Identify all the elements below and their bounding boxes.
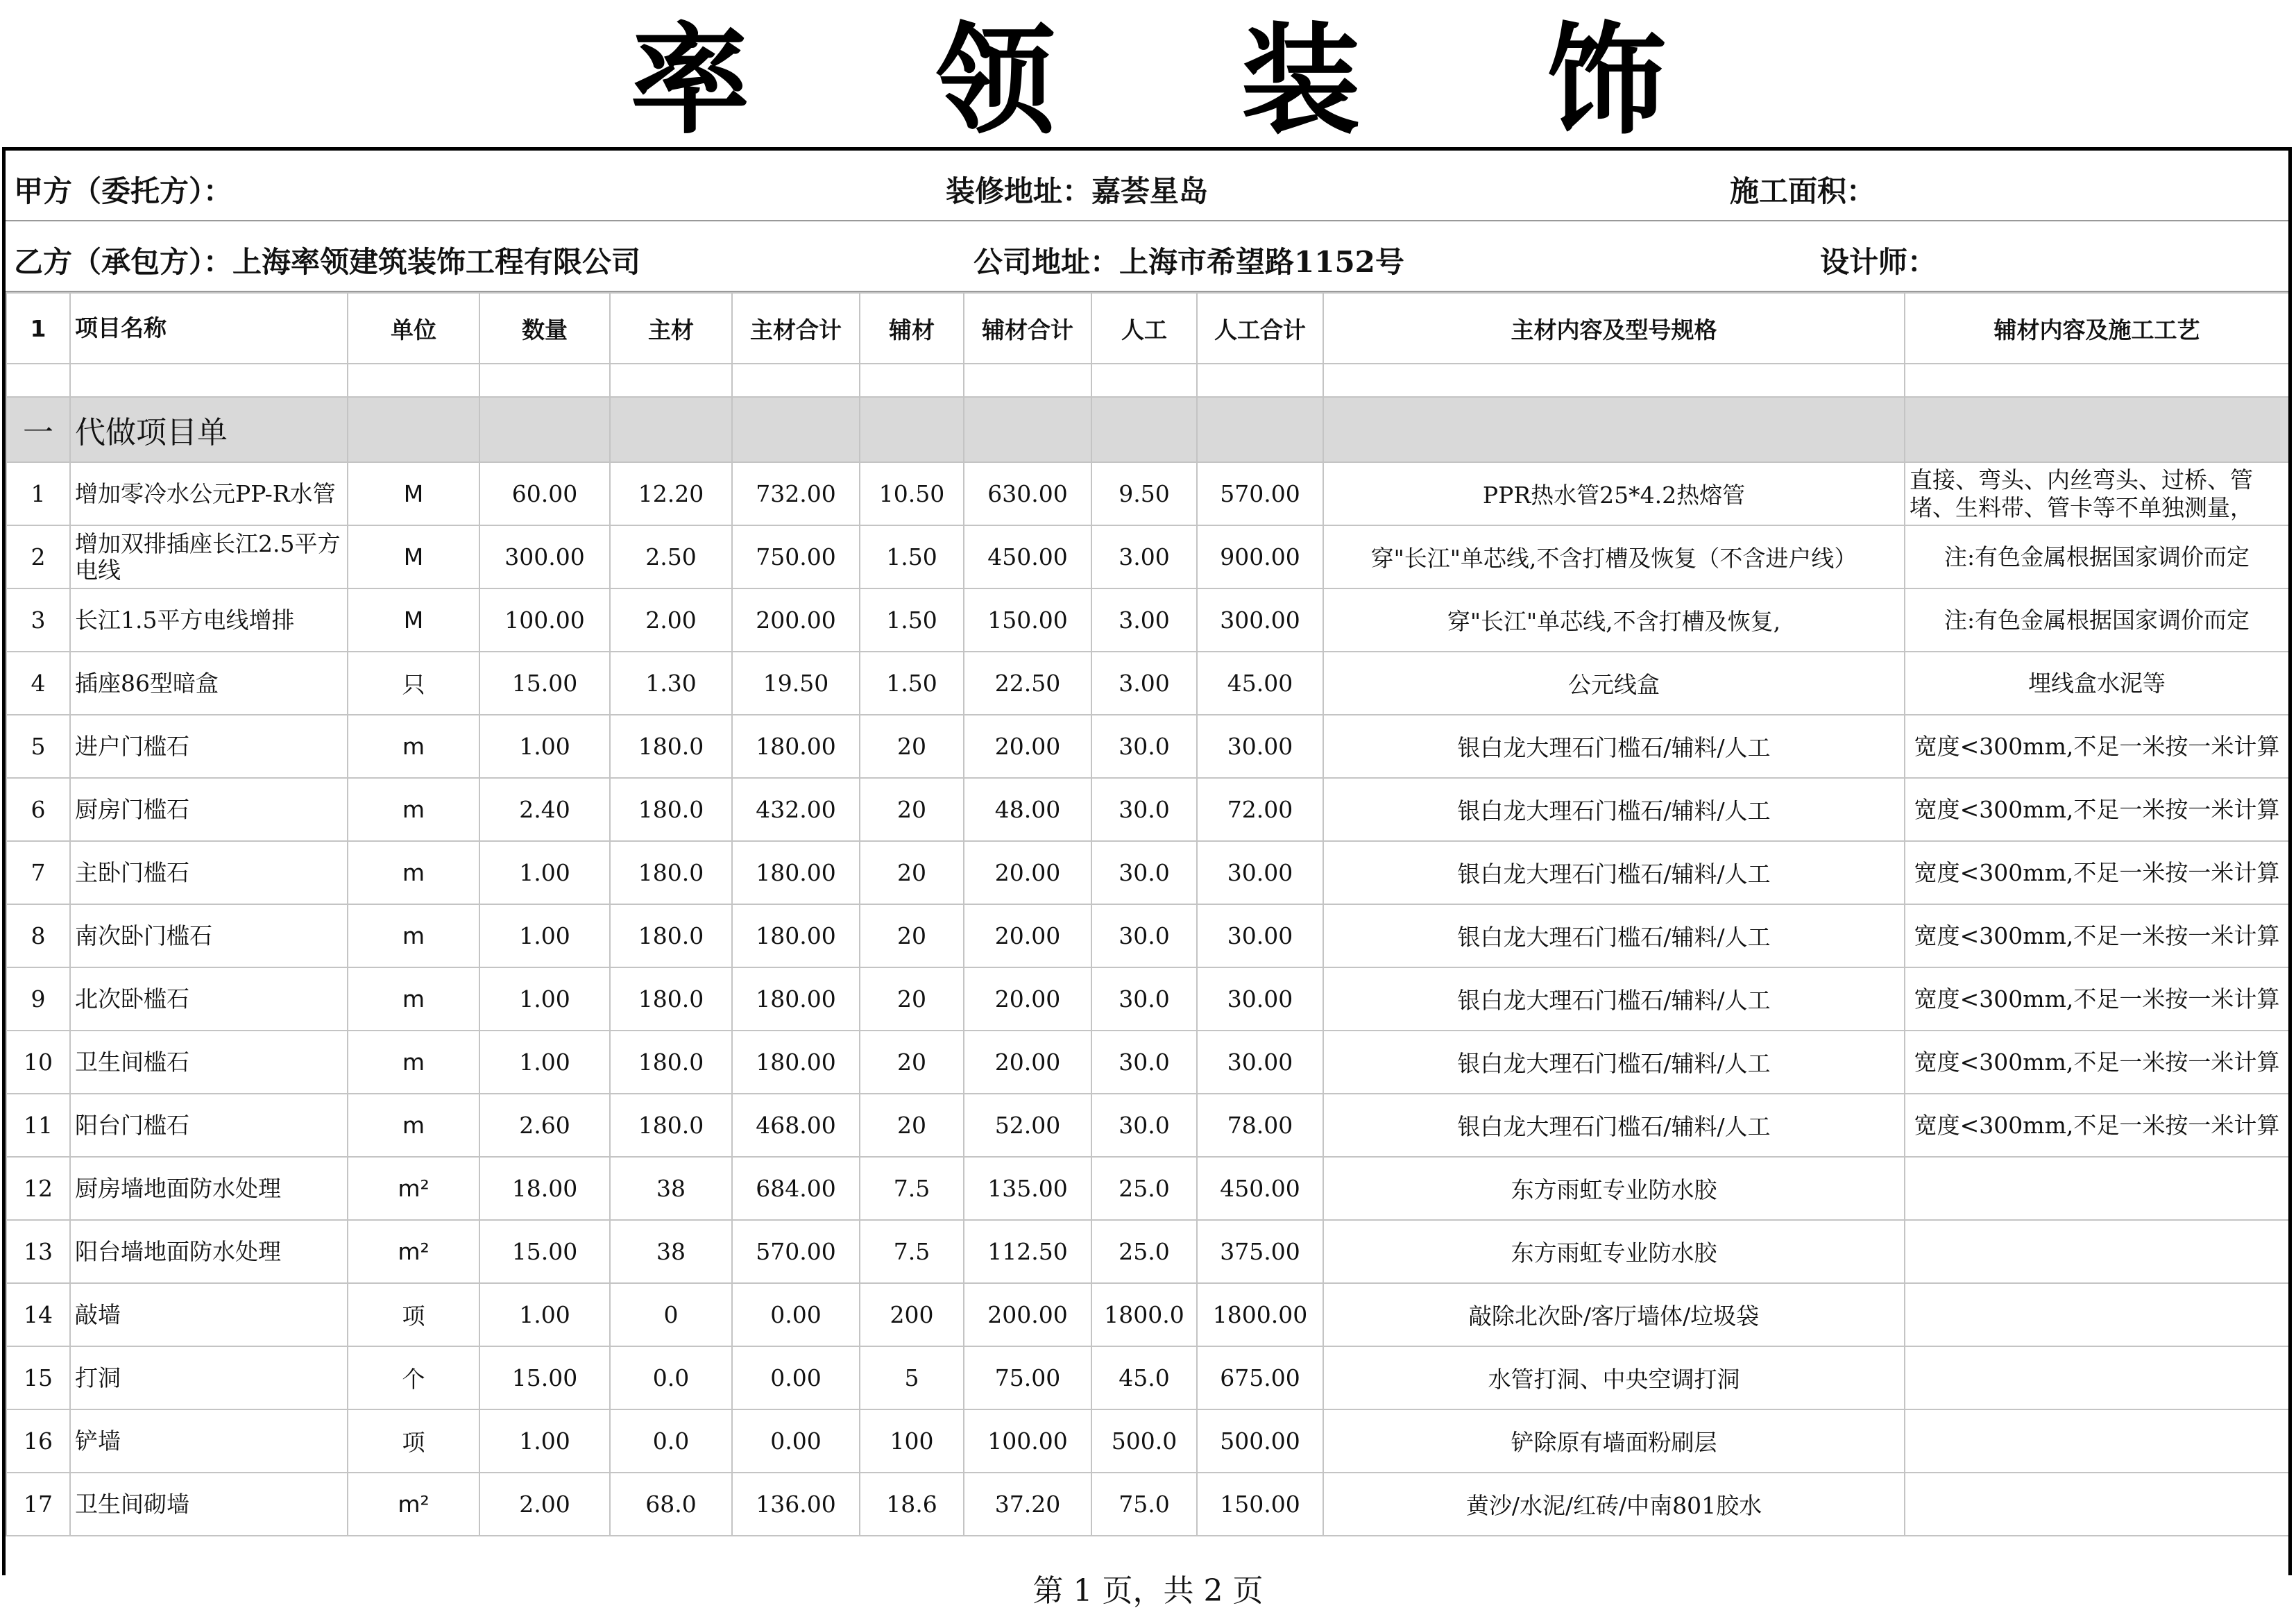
company-address-label: 公司地址：上海市希望路1152号 <box>973 245 1404 279</box>
table-row <box>6 1346 2289 1409</box>
table-row <box>6 715 2289 778</box>
aux-material-price-cell: 20 <box>860 715 964 778</box>
unit-cell: m <box>348 1094 479 1157</box>
table-row <box>6 588 2289 652</box>
aux-material-total-cell: 52.00 <box>964 1094 1091 1157</box>
main-material-spec-cell: 穿"长江"单芯线,不含打槽及恢复（不含进户线） <box>1323 525 1905 588</box>
table-row <box>6 1157 2289 1220</box>
aux-material-price-cell: 1.50 <box>860 588 964 652</box>
aux-material-process-cell <box>1905 1409 2289 1473</box>
main-material-total-cell: 570.00 <box>732 1220 860 1283</box>
quantity-cell: 60.00 <box>479 462 610 525</box>
labor-price-cell: 3.00 <box>1091 525 1197 588</box>
main-material-price-cell: 180.0 <box>610 778 732 841</box>
main-material-total-cell: 684.00 <box>732 1157 860 1220</box>
unit-cell: m <box>348 715 479 778</box>
item-name-cell: 厨房门槛石 <box>70 778 348 841</box>
labor-total-cell: 150.00 <box>1197 1473 1323 1536</box>
row-number-cell: 10 <box>6 1031 70 1094</box>
aux-material-total-cell: 37.20 <box>964 1473 1091 1536</box>
unit-cell: M <box>348 462 479 525</box>
labor-price-cell: 30.0 <box>1091 778 1197 841</box>
main-material-price-cell: 1.30 <box>610 652 732 715</box>
unit-cell: 项 <box>348 1283 479 1346</box>
unit-cell: m <box>348 1031 479 1094</box>
table-row <box>6 652 2289 715</box>
table-row <box>6 462 2289 525</box>
unit-cell: m <box>348 841 479 904</box>
labor-total-cell: 300.00 <box>1197 588 1323 652</box>
unit-cell: m <box>348 967 479 1031</box>
unit-cell: m <box>348 778 479 841</box>
item-name-cell: 主卧门槛石 <box>70 841 348 904</box>
aux-material-total-cell: 20.00 <box>964 904 1091 967</box>
table-row <box>6 1220 2289 1283</box>
aux-material-total-cell: 48.00 <box>964 778 1091 841</box>
main-material-total-cell: 0.00 <box>732 1346 860 1409</box>
aux-material-price-cell: 1.50 <box>860 525 964 588</box>
main-material-spec-cell: 银白龙大理石门槛石/辅料/人工 <box>1323 778 1905 841</box>
item-name-cell: 北次卧槛石 <box>70 967 348 1031</box>
title-char: 装 <box>1241 11 1361 151</box>
main-material-spec-cell: 公元线盒 <box>1323 652 1905 715</box>
main-material-spec-cell: 银白龙大理石门槛石/辅料/人工 <box>1323 967 1905 1031</box>
table-row <box>6 967 2289 1031</box>
main-material-price-cell: 180.0 <box>610 715 732 778</box>
party-b-row <box>6 221 2288 292</box>
item-name-cell: 阳台墙地面防水处理 <box>70 1220 348 1283</box>
row-number-cell: 14 <box>6 1283 70 1346</box>
main-material-price-cell: 68.0 <box>610 1473 732 1536</box>
aux-material-price-cell: 100 <box>860 1409 964 1473</box>
aux-material-process-cell: 宽度<300mm,不足一米按一米计算 <box>1905 715 2289 778</box>
header-row <box>6 293 2289 364</box>
row-number-cell: 2 <box>6 525 70 588</box>
main-material-price-cell: 2.50 <box>610 525 732 588</box>
labor-total-cell: 45.00 <box>1197 652 1323 715</box>
aux-material-price-cell: 5 <box>860 1346 964 1409</box>
title-char: 领 <box>935 11 1055 151</box>
main-material-total-cell: 136.00 <box>732 1473 860 1536</box>
row-number-cell: 7 <box>6 841 70 904</box>
row-number-cell: 13 <box>6 1220 70 1283</box>
main-material-price-cell: 180.0 <box>610 841 732 904</box>
labor-total-cell: 30.00 <box>1197 1031 1323 1094</box>
table-row <box>6 904 2289 967</box>
aux-material-process-cell: 注:有色金属根据国家调价而定 <box>1905 525 2289 588</box>
area-label: 施工面积： <box>1730 174 1876 208</box>
item-name-cell: 铲墙 <box>70 1409 348 1473</box>
main-material-spec-cell: 银白龙大理石门槛石/辅料/人工 <box>1323 904 1905 967</box>
title-char: 饰 <box>1546 11 1666 151</box>
aux-material-process-cell: 注:有色金属根据国家调价而定 <box>1905 588 2289 652</box>
quantity-cell: 1.00 <box>479 1409 610 1473</box>
row-number-cell: 6 <box>6 778 70 841</box>
address-label: 装修地址：嘉荟星岛 <box>946 174 1209 208</box>
item-table <box>6 292 2290 1536</box>
labor-price-cell: 9.50 <box>1091 462 1197 525</box>
item-name-cell: 卫生间砌墙 <box>70 1473 348 1536</box>
main-material-price-cell: 180.0 <box>610 904 732 967</box>
aux-material-process-cell: 宽度<300mm,不足一米按一米计算 <box>1905 1094 2289 1157</box>
quantity-cell: 1.00 <box>479 1031 610 1094</box>
unit-cell: 只 <box>348 652 479 715</box>
aux-material-total-cell: 20.00 <box>964 715 1091 778</box>
main-material-price-cell: 0.0 <box>610 1346 732 1409</box>
main-material-total-cell: 750.00 <box>732 525 860 588</box>
aux-material-price-cell: 20 <box>860 967 964 1031</box>
aux-material-process-cell <box>1905 1220 2289 1283</box>
labor-price-cell: 30.0 <box>1091 715 1197 778</box>
main-material-total-cell: 200.00 <box>732 588 860 652</box>
header-cell: 人工合计 <box>1197 293 1323 364</box>
aux-material-price-cell: 20 <box>860 778 964 841</box>
labor-total-cell: 78.00 <box>1197 1094 1323 1157</box>
designer-label: 设计师： <box>1820 245 1937 279</box>
item-name-cell: 长江1.5平方电线增排 <box>70 588 348 652</box>
aux-material-process-cell <box>1905 1473 2289 1536</box>
row-number-cell: 4 <box>6 652 70 715</box>
unit-cell: m² <box>348 1157 479 1220</box>
table-row <box>6 1409 2289 1473</box>
quantity-cell: 1.00 <box>479 841 610 904</box>
spacer-row <box>6 364 2289 397</box>
labor-total-cell: 30.00 <box>1197 904 1323 967</box>
item-name-cell: 阳台门槛石 <box>70 1094 348 1157</box>
main-material-price-cell: 180.0 <box>610 1094 732 1157</box>
main-material-total-cell: 732.00 <box>732 462 860 525</box>
main-material-price-cell: 0.0 <box>610 1409 732 1473</box>
main-material-spec-cell: 东方雨虹专业防水胶 <box>1323 1220 1905 1283</box>
labor-total-cell: 675.00 <box>1197 1346 1323 1409</box>
aux-material-process-cell: 宽度<300mm,不足一米按一米计算 <box>1905 778 2289 841</box>
aux-material-total-cell: 20.00 <box>964 967 1091 1031</box>
quantity-cell: 1.00 <box>479 904 610 967</box>
labor-price-cell: 30.0 <box>1091 967 1197 1031</box>
row-number-cell: 15 <box>6 1346 70 1409</box>
header-cell: 主材合计 <box>732 293 860 364</box>
header-cell: 辅材合计 <box>964 293 1091 364</box>
row-number-cell: 3 <box>6 588 70 652</box>
quantity-cell: 2.60 <box>479 1094 610 1157</box>
main-material-spec-cell: 铲除原有墙面粉刷层 <box>1323 1409 1905 1473</box>
aux-material-price-cell: 20 <box>860 904 964 967</box>
item-name-cell: 增加零冷水公元PP-R水管 <box>70 462 348 525</box>
main-material-spec-cell: 黄沙/水泥/红砖/中南801胶水 <box>1323 1473 1905 1536</box>
labor-total-cell: 900.00 <box>1197 525 1323 588</box>
party-a-label: 甲方（委托方）： <box>14 174 233 208</box>
aux-material-price-cell: 20 <box>860 1094 964 1157</box>
main-material-total-cell: 432.00 <box>732 778 860 841</box>
item-name-cell: 进户门槛石 <box>70 715 348 778</box>
main-material-price-cell: 180.0 <box>610 1031 732 1094</box>
quantity-cell: 18.00 <box>479 1157 610 1220</box>
main-material-spec-cell: 东方雨虹专业防水胶 <box>1323 1157 1905 1220</box>
row-number-cell: 9 <box>6 967 70 1031</box>
unit-cell: 个 <box>348 1346 479 1409</box>
aux-material-total-cell: 135.00 <box>964 1157 1091 1220</box>
section-title: 代做项目单 <box>70 397 348 462</box>
row-number-cell: 16 <box>6 1409 70 1473</box>
aux-material-total-cell: 630.00 <box>964 462 1091 525</box>
aux-material-process-cell <box>1905 1346 2289 1409</box>
row-number-cell: 5 <box>6 715 70 778</box>
labor-price-cell: 25.0 <box>1091 1157 1197 1220</box>
main-material-total-cell: 180.00 <box>732 841 860 904</box>
item-name-cell: 厨房墙地面防水处理 <box>70 1157 348 1220</box>
main-material-spec-cell: 银白龙大理石门槛石/辅料/人工 <box>1323 715 1905 778</box>
labor-price-cell: 25.0 <box>1091 1220 1197 1283</box>
aux-material-price-cell: 7.5 <box>860 1157 964 1220</box>
main-material-price-cell: 38 <box>610 1157 732 1220</box>
aux-material-total-cell: 200.00 <box>964 1283 1091 1346</box>
row-number-cell: 11 <box>6 1094 70 1157</box>
aux-material-total-cell: 100.00 <box>964 1409 1091 1473</box>
header-cell: 单位 <box>348 293 479 364</box>
unit-cell: M <box>348 588 479 652</box>
header-cell: 项目名称 <box>70 293 348 364</box>
row-number-cell: 12 <box>6 1157 70 1220</box>
unit-cell: 项 <box>348 1409 479 1473</box>
quantity-cell: 100.00 <box>479 588 610 652</box>
aux-material-process-cell: 埋线盒水泥等 <box>1905 652 2289 715</box>
aux-material-price-cell: 7.5 <box>860 1220 964 1283</box>
labor-price-cell: 1800.0 <box>1091 1283 1197 1346</box>
table-row <box>6 841 2289 904</box>
main-material-total-cell: 0.00 <box>732 1409 860 1473</box>
labor-price-cell: 30.0 <box>1091 1094 1197 1157</box>
labor-total-cell: 30.00 <box>1197 967 1323 1031</box>
aux-material-process-cell: 宽度<300mm,不足一米按一米计算 <box>1905 1031 2289 1094</box>
aux-material-price-cell: 20 <box>860 841 964 904</box>
unit-cell: M <box>348 525 479 588</box>
quantity-cell: 15.00 <box>479 1220 610 1283</box>
labor-price-cell: 30.0 <box>1091 904 1197 967</box>
quantity-cell: 1.00 <box>479 1283 610 1346</box>
aux-material-process-cell: 宽度<300mm,不足一米按一米计算 <box>1905 841 2289 904</box>
table-row <box>6 1094 2289 1157</box>
aux-material-price-cell: 20 <box>860 1031 964 1094</box>
main-material-total-cell: 180.00 <box>732 967 860 1031</box>
labor-total-cell: 30.00 <box>1197 841 1323 904</box>
item-name-cell: 卫生间槛石 <box>70 1031 348 1094</box>
main-material-total-cell: 468.00 <box>732 1094 860 1157</box>
table-row <box>6 1283 2289 1346</box>
item-name-cell: 增加双排插座长江2.5平方电线 <box>70 525 348 588</box>
document-title <box>0 0 2296 151</box>
aux-material-price-cell: 10.50 <box>860 462 964 525</box>
unit-cell: m² <box>348 1220 479 1283</box>
labor-price-cell: 30.0 <box>1091 841 1197 904</box>
labor-price-cell: 3.00 <box>1091 588 1197 652</box>
labor-total-cell: 1800.00 <box>1197 1283 1323 1346</box>
item-name-cell: 打洞 <box>70 1346 348 1409</box>
main-material-price-cell: 38 <box>610 1220 732 1283</box>
section-index: 一 <box>6 397 70 462</box>
main-material-price-cell: 2.00 <box>610 588 732 652</box>
labor-total-cell: 72.00 <box>1197 778 1323 841</box>
unit-cell: m <box>348 904 479 967</box>
table-row <box>6 778 2289 841</box>
labor-price-cell: 75.0 <box>1091 1473 1197 1536</box>
main-material-price-cell: 0 <box>610 1283 732 1346</box>
aux-material-process-cell <box>1905 1283 2289 1346</box>
quantity-cell: 2.40 <box>479 778 610 841</box>
main-material-total-cell: 180.00 <box>732 904 860 967</box>
aux-material-total-cell: 20.00 <box>964 841 1091 904</box>
table-row <box>6 525 2289 588</box>
header-cell: 人工 <box>1091 293 1197 364</box>
quantity-cell: 15.00 <box>479 652 610 715</box>
item-name-cell: 敲墙 <box>70 1283 348 1346</box>
main-material-total-cell: 180.00 <box>732 1031 860 1094</box>
row-number-cell: 8 <box>6 904 70 967</box>
title-char: 率 <box>630 11 750 151</box>
quantity-cell: 1.00 <box>479 967 610 1031</box>
table-row <box>6 1031 2289 1094</box>
header-cell: 主材 <box>610 293 732 364</box>
aux-material-process-cell: 宽度<300mm,不足一米按一米计算 <box>1905 904 2289 967</box>
labor-total-cell: 500.00 <box>1197 1409 1323 1473</box>
main-material-spec-cell: 水管打洞、中央空调打洞 <box>1323 1346 1905 1409</box>
quantity-cell: 15.00 <box>479 1346 610 1409</box>
main-material-price-cell: 12.20 <box>610 462 732 525</box>
aux-material-process-cell: 宽度<300mm,不足一米按一米计算 <box>1905 967 2289 1031</box>
labor-price-cell: 30.0 <box>1091 1031 1197 1094</box>
aux-material-process-cell: 直接、弯头、内丝弯头、过桥、管堵、生料带、管卡等不单独测量， <box>1905 462 2289 525</box>
header-cell: 数量 <box>479 293 610 364</box>
row-number-cell: 1 <box>6 462 70 525</box>
labor-total-cell: 450.00 <box>1197 1157 1323 1220</box>
row-number-cell: 17 <box>6 1473 70 1536</box>
aux-material-total-cell: 112.50 <box>964 1220 1091 1283</box>
main-material-total-cell: 180.00 <box>732 715 860 778</box>
party-b-label: 乙方（承包方）：上海率领建筑装饰工程有限公司 <box>14 245 641 279</box>
main-material-spec-cell: 银白龙大理石门槛石/辅料/人工 <box>1323 1031 1905 1094</box>
aux-material-price-cell: 200 <box>860 1283 964 1346</box>
labor-total-cell: 375.00 <box>1197 1220 1323 1283</box>
quantity-cell: 2.00 <box>479 1473 610 1536</box>
main-material-total-cell: 0.00 <box>732 1283 860 1346</box>
quotation-sheet <box>2 147 2292 1575</box>
labor-price-cell: 45.0 <box>1091 1346 1197 1409</box>
aux-material-price-cell: 18.6 <box>860 1473 964 1536</box>
aux-material-total-cell: 450.00 <box>964 525 1091 588</box>
item-name-cell: 南次卧门槛石 <box>70 904 348 967</box>
labor-price-cell: 3.00 <box>1091 652 1197 715</box>
main-material-spec-cell: 穿"长江"单芯线,不含打槽及恢复, <box>1323 588 1905 652</box>
table-row <box>6 1473 2289 1536</box>
main-material-spec-cell: PPR热水管25*4.2热熔管 <box>1323 462 1905 525</box>
main-material-spec-cell: 银白龙大理石门槛石/辅料/人工 <box>1323 841 1905 904</box>
page-footer: 第 1 页，共 2 页 <box>1032 1573 1264 1609</box>
aux-material-total-cell: 150.00 <box>964 588 1091 652</box>
main-material-spec-cell: 银白龙大理石门槛石/辅料/人工 <box>1323 1094 1905 1157</box>
quantity-cell: 1.00 <box>479 715 610 778</box>
aux-material-total-cell: 75.00 <box>964 1346 1091 1409</box>
header-cell: 辅材内容及施工工艺 <box>1905 293 2289 364</box>
labor-price-cell: 500.0 <box>1091 1409 1197 1473</box>
labor-total-cell: 570.00 <box>1197 462 1323 525</box>
main-material-price-cell: 180.0 <box>610 967 732 1031</box>
labor-total-cell: 30.00 <box>1197 715 1323 778</box>
header-cell: 1 <box>6 293 70 364</box>
main-material-total-cell: 19.50 <box>732 652 860 715</box>
aux-material-process-cell <box>1905 1157 2289 1220</box>
aux-material-total-cell: 20.00 <box>964 1031 1091 1094</box>
aux-material-total-cell: 22.50 <box>964 652 1091 715</box>
header-cell: 辅材 <box>860 293 964 364</box>
unit-cell: m² <box>348 1473 479 1536</box>
header-cell: 主材内容及型号规格 <box>1323 293 1905 364</box>
quantity-cell: 300.00 <box>479 525 610 588</box>
section-row <box>6 397 2289 462</box>
main-material-spec-cell: 敲除北次卧/客厅墙体/垃圾袋 <box>1323 1283 1905 1346</box>
party-a-row <box>6 151 2288 221</box>
item-name-cell: 插座86型暗盒 <box>70 652 348 715</box>
aux-material-price-cell: 1.50 <box>860 652 964 715</box>
